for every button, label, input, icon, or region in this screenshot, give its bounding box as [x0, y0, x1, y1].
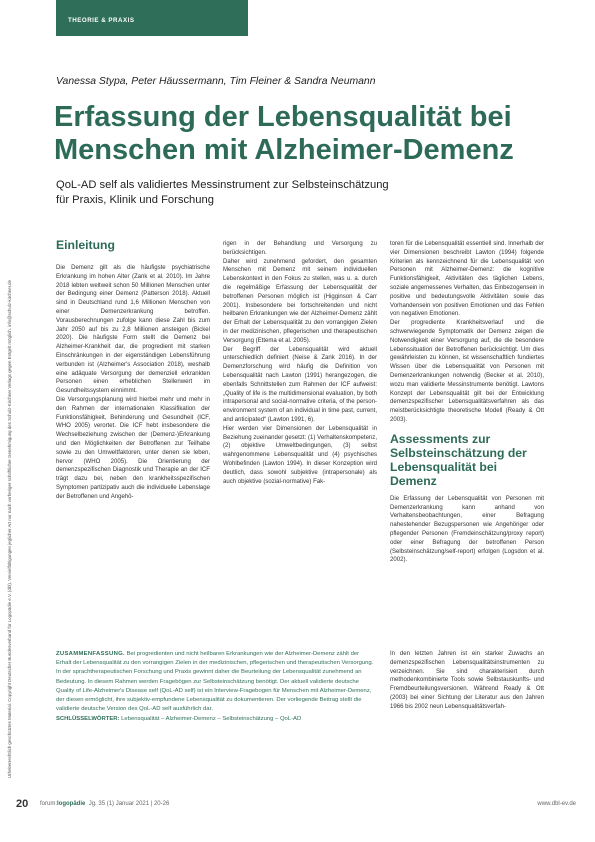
paragraph: Hier werden vier Dimensionen der Lebensqualität in Beziehung zueinander gesetzt: (1) Verhaltenskompetenz, (2) objektive Umweltbedingungen, (3) selbst wahrgenommene Lebensqualität und (4) psychisches Wohlbefinden (Lawton 1994). In dieser Konzeption wird deutlich, dass sowohl subjektive (intrapersonale) als auch objektive (sozial-normative) Fak- — [223, 425, 377, 485]
copyright-side-note: Urheberrechtlich geschütztes Material. Copyright Deutscher Bundesverband für Logopädie e.V. (dbl). Vervielfältigungen jeglicher Art nur nach vorheriger schriftlicher Genehmigung des Schulz-Kirchner Verlags gegen Entgelt möglich. info@schulz-kirchner.de — [7, 279, 12, 778]
article-columns — [56, 238, 544, 638]
paragraph: toren für die Lebensqualität essentiell sind. Innerhalb der vier Dimensionen beschreibt Lawton (1994) folgende Kriterien als kennzeichnend für die Lebensqualität von Personen mit Alzheimer-Demenz: die kognitive Funktionsfähigkeit, Aktivitäten des täglichen Lebens, soziale angemessenes Verhalten, das Einbezogensein in positive und bedeutungsvolle Aktivitäten sowie das Vorhandensein von positiven Emotionen und das Fehlen von negativen Emotionen. — [390, 241, 544, 318]
keywords — [56, 715, 376, 724]
summary-body: Bei progredienten und nicht heilbaren Erkrankungen wie der Alzheimer-Demenz zählt der Erhalt der Lebensqualität zu den vorrangigen Zielen in der medizinischen, pflegerischen und therapeutischen Versorgung. In der sprachtherapeutischen Forschung und Praxis gewinnt daher die Beurteilung der Lebensqualität zunehmend an Bedeutung. In diesem Rahmen werden Fragebögen zur Selbsteinschätzung benötigt. Der aktuell validierte deutsche Quality of Life-Alzheimer's Disease self (QoL-AD self) ist ein Interview-Fragebogen für Menschen mit Alzheimer-Demenz, der diesen ermöglicht, ihre subjektiv-empfundene Lebensqualität zu dokumentieren. Der vorliegende Beitrag stellt die validierte deutsche Version des QoL-AD self ausführlich dar. — [56, 651, 374, 713]
article-title: Erfassung der Lebensqualität bei Menschen mit Alzheimer-Demenz — [54, 101, 514, 166]
article-authors: Vanessa Stypa, Peter Häussermann, Tim Fleiner & Sandra Neumann — [56, 76, 376, 87]
paragraph: In den letzten Jahren ist ein starker Zuwachs an demenzspezifischen Lebensqualitätsinstrumenten zu verzeichnen. Sie sind charakterisiert durch methodenkombinierte Tools sowie Selbstauskunfts- und Fremdbeurteilungsversionen. Während Ready & Ott (2003) bei einer Sichtung der Literatur aus den Jahren 1966 bis 2002 neun Lebensqualitätsverfah- — [390, 651, 544, 710]
section-heading-introduction: Einleitung — [56, 238, 115, 252]
journal-issue: Jg. 35 (1) Januar 2021 | 20-26 — [88, 801, 170, 807]
summary-label: ZUSAMMENFASSUNG. — [56, 651, 125, 657]
subtitle-line: für Praxis, Klinik und Forschung — [56, 194, 214, 206]
section-tab — [56, 0, 248, 36]
paragraph: Die Demenz gilt als die häufigste psychiatrische Erkrankung im hohen Alter (Zank et al. 2010). Im Jahre 2018 lebten weltweit schon 50 Millionen Menschen unter der Bedingung einer Demenz (Patterson 2018). Aktuell sind in Deutschland rund 1,6 Millionen Menschen von einer Demenzerkrankung betroffen. Vorausberechnungen zufolge kann diese Zahl bis zum Jahr 2050 auf bis zu 2,8 Millionen ansteigen (Bickel 2020). Die häufigste Form stellt die Demenz bei Alzheimer-Krankheit dar, die progredient mit starken Einschränkungen in der eigenständigen Lebensführung verbunden ist (Alzheimer's Association 2018), weshalb eine adäquate Versorgung der demenziell erkrankten Personen einen erheblichen Stellenwert im Gesundheitssystem einnimmt. — [56, 265, 210, 395]
website-link[interactable]: www.dbl-ev.de — [537, 801, 576, 807]
page-number: 20 — [16, 798, 29, 810]
journal-name: logopädie — [57, 801, 86, 807]
journal-prefix: forum: — [40, 801, 58, 807]
subtitle-line: QoL-AD self als validiertes Messinstrument zur Selbsteinschätzung — [56, 179, 389, 191]
summary-box — [56, 650, 376, 775]
paragraph: Die Versorgungsplanung wird hierbei mehr und mehr in den Rahmen der internationalen Klassifikation der Funktionsfähigkeit, Behinderung und Gesundheit (ICF, WHO 2005) verortet. Die ICF hebt insbesondere die Wechselbeziehung zwischen der (Demenz-)Erkrankung und den Möglichkeiten der Betroffenen zur Teilhabe sowie zu den Umweltfaktoren, unter denen sie leben, hervor (WHO 2005). Die Orientierung der demenzspezifischen Diagnostik und Therapie an der ICF trägt dazu bei, neben den krankheitsspezifischen Symptomen partizipativ auch die individuelle Lebenslage der Betroffenen und Angehö- — [56, 396, 210, 500]
column-1 — [56, 238, 210, 638]
journal-info — [40, 801, 169, 807]
summary-text — [56, 650, 376, 714]
paragraph: Der Begriff der Lebensqualität wird aktuell unterschiedlich definiert (Neise & Zank 2016). In der Demenzforschung wird häufig die Definition von Lebensqualität nach Lawton (1991) herangezogen, die ebenfalls Schnittstellen zum Rahmen der ICF aufweist: „Quality of life is the multidimensional evaluation, by both intrapersonal and social-normative criteria, of the person-environment system of an individual in time past, current, and anticipated“ (Lawton 1991, 6). — [223, 346, 377, 423]
page-footer — [16, 798, 576, 814]
keywords-list: Lebensqualität – Alzheimer-Demenz – Selbsteinschätzung – QoL-AD — [121, 716, 302, 723]
keywords-label: SCHLÜSSELWÖRTER: — [56, 716, 120, 723]
paragraph: rigen in der Behandlung und Versorgung zu berücksichtigen. — [223, 241, 377, 256]
column-3-continued — [390, 650, 544, 775]
column-2 — [223, 240, 377, 640]
section-heading-assessments: Assessments zur Selbsteinschätzung der Lebensqualität bei Demenz — [390, 431, 527, 488]
paragraph: Daher wird zunehmend gefordert, den gesamten Menschen mit Demenz mit seinem individuellen Lebenskontext in den Fokus zu stellen, was u. a. durch die regelmäßige Erfassung der Lebensqualität der betroffenen Personen möglich ist (Higginson & Carr 2001). Insbesondere bei fortschreitenden und nicht heilbaren Erkrankungen wie der Alzheimer-Demenz zählt der Erhalt der Lebensqualität zu den vorrangigen Zielen in der medizinischen, pflegerischen und therapeutischen Versorgung (Ettema et al. 2005). — [223, 258, 377, 344]
paragraph: Die Erfassung der Lebensqualität von Personen mit Demenzerkrankung kann anhand von Verhaltensbeobachtungen, einer Befragung nahestehender Bezugspersonen wie Angehöriger oder pflegender Personen (Fremdeinschätzung/proxy report) oder einer Befragung der betroffenen Person (Selbsteinschätzung/self-report) erfolgen (Logsdon et al. 2002). — [390, 495, 544, 564]
section-label: THEORIE & PRAXIS — [68, 17, 135, 24]
column-3 — [390, 240, 544, 640]
paragraph: Der progrediente Krankheitsverlauf und die schwerwiegende Symptomatik der Demenz zeigen die Notwendigkeit einer Versorgung auf, die die besondere Lebenssituation der Betroffenen berücksichtigt. Um dies gewährleisten zu können, ist wissenschaftlich fundiertes Wissen über die Lebensqualität von Personen mit Demenzerkrankungen notwendig (Becker et al. 2010), wozu man validierte Messinstrumente benötigt. Lawtons Konzept der Lebensqualität gilt bei der Entwicklung demenzspezifischer Lebensqualitätsverfahren als das meistberücksichtigte theoretische Modell (Ready & Ott 2003). — [390, 320, 544, 423]
article-subtitle — [56, 178, 486, 208]
